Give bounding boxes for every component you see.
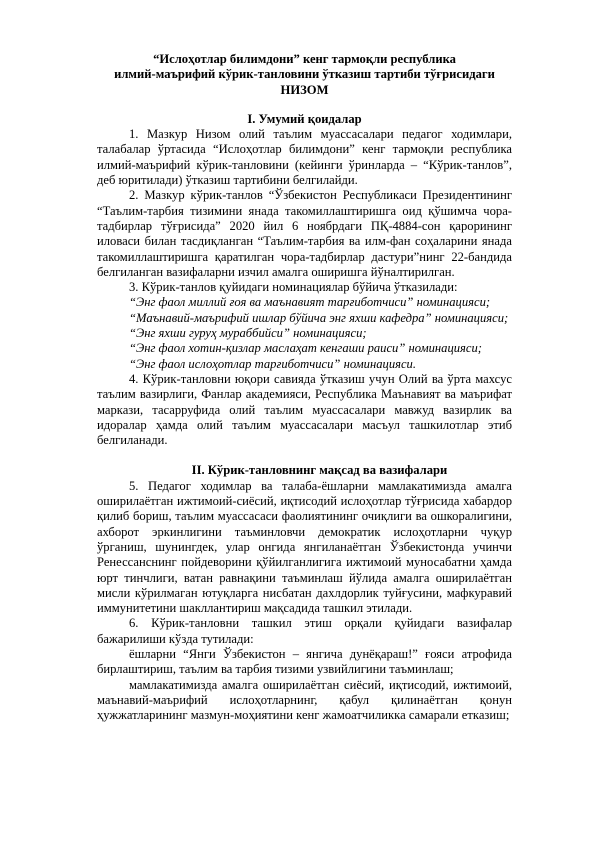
title-line-2: илмий-маърифий кўрик-танловини ўтказиш тартиби тўғрисидаги (114, 67, 495, 82)
title-line-3: НИЗОМ (280, 82, 329, 97)
nomination-item: “Энг фаол миллий ғоя ва маънавият тарғиботчиси” номинацияси; (129, 295, 491, 310)
paragraph-8: мамлакатимизда амалга оширилаётган сиёсий, иқтисодий, ижтимоий, маънавий-маърифий ислоҳотларнинг, қабул қилинаётган қонун ҳужжатларининг мазмун-моҳиятини кенг жамоатчиликка самарали етказиш; (97, 677, 512, 723)
section-2-heading: II. Кўрик-танловнинг мақсад ва вазифалари (191, 463, 448, 478)
paragraph-2: 2. Мазкур кўрик-танлов “Ўзбекистон Республикаси Президентининг “Таълим-тарбия тизимини янада такомиллаштиришга оид қўшимча чора-тадбирлар тўғрисида” 2020 йил 6 ноябрдаги ПҚ-4884-сон қарорининг иловаси билан тасдиқланган “Таълим-тарбия ва илм-фан соҳаларини янада такомиллаштиришга қаратилган чора-тадбирлар дастури”нинг 22-бандида белгиланган вазифаларни изчил амалга оширишга йўналтирилган. (97, 188, 512, 279)
paragraph-1: 1. Мазкур Низом олий таълим муассасалари педагог ходимлари, талабалар ўртасида “Ислоҳотлар билимдони” кенг тармоқли республика илмий-маърифий кўрик-танловини (кейинги ўринларда – “Кўрик-танлов”, деб юритилади) ўтказиш тартибини белгилайди. (97, 127, 512, 188)
paragraph-5: 5. Педагог ходимлар ва талаба-ёшларни мамлакатимизда амалга оширилаётган ижтимоий-сиёсий, иқтисодий ислоҳотлар тўғрисида хабардор қилиб бориш, таълим муассасаси фаолиятининг очиқлиги ва ошкоралигини, ахборот эркинлигини таъминловчи демократик ислоҳотларни чуқур ўрганиш, шунингдек, улар онгида янгиланаётган Ўзбекистонда учинчи Ренессанснинг пойдеворини қўйилганлигига ижтимоий муносабатни ҳамда юрт тинчлиги, ватан равнақини таъминлаш йўлида амалга оширилаётган мисли кўрилмаган ютуқларга нисбатан дахлдорлик туйғусини, мафкуравий иммунитетини шакллантириш мақсадида ташкил этилади. (97, 478, 512, 616)
nomination-item: “Энг фаол хотин-қизлар маслаҳат кенгаши раиси” номинацияси; (129, 341, 482, 356)
nomination-item: “Энг фаол ислоҳотлар тарғиботчиси” номинацияси. (129, 356, 416, 371)
nomination-item: “Маънавий-маърифий ишлар бўйича энг яхши кафедра” номинацияси; (129, 310, 509, 325)
nominations-list (97, 295, 512, 371)
section-1-heading: I. Умумий қоидалар (247, 111, 362, 126)
document-title (97, 52, 512, 98)
paragraph-4: 4. Кўрик-танловни юқори савияда ўтказиш учун Олий ва ўрта махсус таълим вазирлиги, Фанлар академияси, Республика Маънавият ва маърифат маркази, тасарруфида олий таълим муассасалари мавжуд вазирлик ва идоралар ҳамда олий таълим муассасалари масъул ташкилотлар этиб белгиланади. (97, 371, 512, 448)
paragraph-3: 3. Кўрик-танлов қуйидаги номинациялар бўйича ўтказилади: (129, 280, 458, 295)
title-line-1: “Ислоҳотлар билимдони” кенг тармоқли республика (153, 52, 456, 66)
nomination-item: “Энг яхши гуруҳ мураббийси” номинацияси; (129, 326, 367, 341)
paragraph-6: 6. Кўрик-танловни ташкил этиш орқали қуйидаги вазифалар бажарилиши кўзда тутилади: (97, 616, 512, 646)
paragraph-7: ёшларни “Янги Ўзбекистон – янгича дунёқараш!” ғояси атрофида бирлаштириш, таълим ва тарбия тизими узвийлигини таъминлаш; (97, 646, 512, 677)
